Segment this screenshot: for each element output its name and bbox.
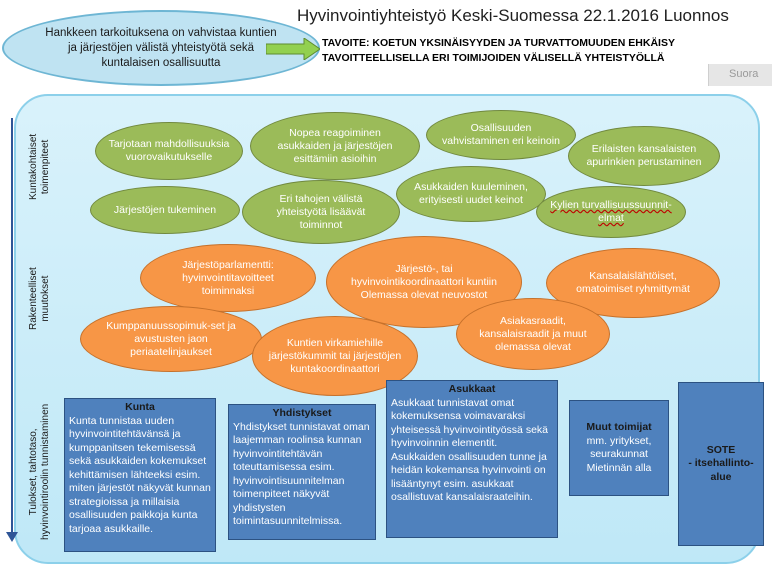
change-ellipse: Kumppanuussopimuk-set ja avustusten jaon periaatelinjaukset (80, 306, 262, 372)
action-ellipse: Tarjotaan mahdollisuuksia vuorovaikutukselle (95, 122, 243, 180)
box-title: Kunta (125, 401, 155, 413)
change-ellipse: Asiakasraadit, kansalaisraadit ja muut olemassa olevat (456, 298, 610, 370)
box-kunta (64, 398, 216, 552)
box-body: mm. yritykset, seurakunnat Mietinnän alla (586, 434, 652, 474)
box-body: - itsehallinto-alue (688, 457, 754, 483)
box-title: Muut toimijat (586, 421, 652, 433)
box-asukkaat (386, 380, 558, 538)
box-sote (678, 382, 764, 546)
row-label-structural: Rakenteelliset muutokset (28, 267, 51, 330)
change-ellipse: Kuntien virkamiehille järjestökummit tai järjestöjen kuntakoordinaattori (252, 316, 418, 396)
box-body: Yhdistykset tunnistavat oman laajemman roolinsa kunnan hyvinvointitehtävän toteuttamisessa esim. hyvinvointisuunnitelman toimenpiteet näkyvät yhdistysten toimintasuunnitelmissa. (233, 420, 370, 527)
box-title: Asukkaat (448, 383, 496, 395)
row-label-actions: Kuntakohtaiset toimenpiteet (28, 133, 51, 200)
goal-line-2: TAVOITTEELLISELLA ERI TOIMIJOIDEN VÄLISELLÄ YHTEISTYÖLLÄ (322, 52, 665, 64)
box-title: SOTE (706, 443, 736, 456)
goal-arrow-icon (266, 38, 320, 60)
goal-line-1: TAVOITE: KOETUN YKSINÄISYYDEN JA TURVATTOMUUDEN EHKÄISY (322, 37, 675, 49)
action-ellipse: Kylien turvallisuussuunnit-elmat (536, 186, 686, 238)
purpose-text: Hankkeen tarkoituksena on vahvistaa kuntien ja järjestöjen välistä yhteistyötä sekä kuntalaisen osallisuutta (45, 26, 277, 69)
row-label-results: Tulokset, tahtotaso, hyvinvointiroolin tunnistaminen (28, 403, 51, 540)
action-ellipse: Asukkaiden kuuleminen, erityisesti uudet keinot (396, 166, 546, 222)
box-yhdistykset (228, 404, 376, 540)
box-body: Kunta tunnistaa uuden hyvinvointitehtävänsä ja kumppanitsen tekemisessä sekä asukkaiden kokemukset kehittämisen lähteeksi esim. miten järjestöt näkyvät kunnan strategioissa ja millaisia osallisuuden paikkoja kunta tarjoaa asukkaille. (69, 414, 211, 535)
change-ellipse: Järjestöparlamentti: hyvinvointitavoitteet toiminnaksi (140, 244, 316, 312)
side-panel-text: Suora (729, 68, 759, 80)
box-muut-toimijat (569, 400, 669, 496)
action-ellipse: Eri tahojen välistä yhteistyötä lisäävät toiminnot (242, 180, 400, 244)
down-arrow-icon (6, 532, 18, 542)
goal-statement (322, 36, 742, 66)
box-title: Yhdistykset (272, 407, 332, 419)
vertical-axis-line (11, 118, 13, 536)
change-ellipse: Kansalaislähtöiset, omatoimiset ryhmittymät (546, 248, 720, 318)
side-panel (708, 64, 772, 86)
box-body: Asukkaat tunnistavat omat kokemuksensa voimavaraksi yhteisessä hyvinvointityössä sekä hyvinvoinnin elementit. Asukkaiden osallisuuden tunne ja heidän kokemansa hyvinvointi on lisääntynyt esim. asukkaat osallistuvat kansalaisraateihin. (391, 396, 548, 503)
action-ellipse: Järjestöjen tukeminen (90, 186, 240, 234)
action-ellipse: Osallisuuden vahvistaminen eri keinoin (426, 110, 576, 160)
diagram-title: Hyvinvointiyhteistyö Keski-Suomessa 22.1.2016 Luonnos (297, 6, 729, 25)
change-ellipse: Järjestö-, tai hyvinvointikoordinaattori kuntiin Olemassa olevat neuvostot (326, 236, 522, 328)
action-ellipse: Erilaisten kansalaisten apurinkien perustaminen (568, 126, 720, 186)
action-ellipse: Nopea reagoiminen asukkaiden ja järjestöjen esittämiin asioihin (250, 112, 420, 180)
